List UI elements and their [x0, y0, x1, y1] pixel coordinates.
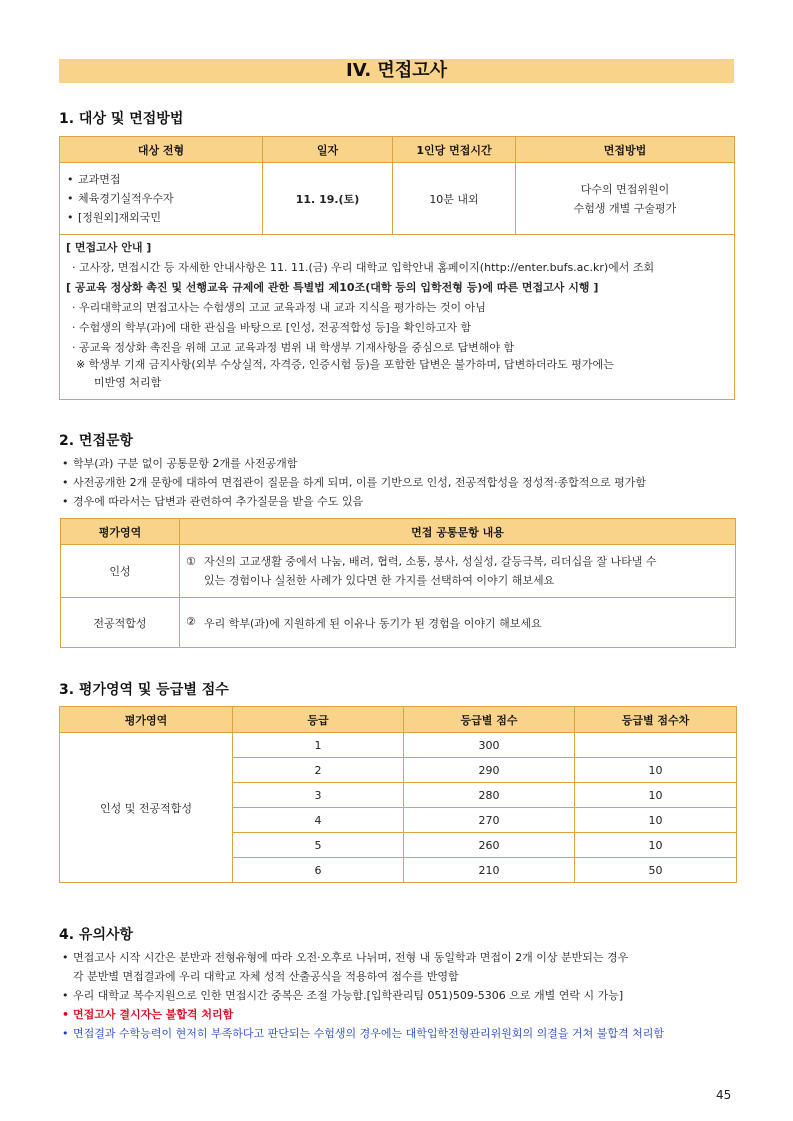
col-method: 면접방법: [516, 137, 735, 163]
question-line: 있는 경험이나 실천한 사례가 있다면 한 가지를 선택하여 이야기 해보세요: [204, 574, 555, 587]
list-item: • [정원외]재외국민: [66, 208, 256, 227]
note-line: · 수험생의 학부(과)에 대한 관심을 바탕으로 [인성, 전공적합성 등]을 확인하고자 함: [72, 321, 472, 334]
diff-cell: 10: [575, 808, 737, 833]
list-item: • 면접고사 결시자는 불합격 처리함: [61, 1005, 664, 1024]
section-3-heading: 3. 평가영역 및 등급별 점수: [59, 682, 229, 698]
diff-cell: 50: [575, 858, 737, 883]
grade-score-table: [59, 706, 737, 883]
cautions-list: [61, 948, 664, 1043]
col-area: 평가영역: [61, 519, 180, 545]
col-date: 일자: [263, 137, 393, 163]
questions-bullets: [61, 454, 646, 511]
col-grade: 등급: [233, 707, 404, 733]
area-cell: 전공적합성: [61, 598, 180, 648]
date-cell: 11. 19.(토): [263, 163, 393, 235]
score-cell: 300: [404, 733, 575, 758]
list-item: • 사전공개한 2개 문항에 대하여 면접관이 질문을 하게 되며, 이를 기반으로 인성, 전공적합성을 정성적·종합적으로 평가함: [61, 473, 646, 492]
note-line: · 고사장, 면접시간 등 자세한 안내사항은 11. 11.(금) 우리 대학교 입학안내 홈페이지(http://enter.bufs.ac.kr)에서 조회: [72, 261, 655, 274]
grade-cell: 1: [233, 733, 404, 758]
grade-cell: 3: [233, 783, 404, 808]
col-area: 평가영역: [60, 707, 233, 733]
page-title: IV. 면접고사: [59, 59, 734, 83]
section-4-heading: 4. 유의사항: [59, 927, 134, 943]
method-line: 수험생 개별 구술평가: [573, 201, 677, 215]
section-2-heading: 2. 면접문항: [59, 433, 134, 449]
diff-cell: 10: [575, 783, 737, 808]
question-line: 우리 학부(과)에 지원하게 된 이유나 동기가 된 경험을 이야기 해보세요: [204, 616, 542, 630]
list-item: [61, 948, 664, 986]
score-cell: 210: [404, 858, 575, 883]
col-question: 면접 공통문항 내용: [180, 519, 736, 545]
questions-table: [60, 518, 736, 648]
method-cell: [516, 163, 735, 235]
list-item: • 우리 대학교 복수지원으로 인한 면접시간 중복은 조절 가능함.[입학관리팀 051)509-5306 으로 개별 연락 시 가능]: [61, 986, 664, 1005]
diff-cell: 10: [575, 758, 737, 783]
page-number: 45: [716, 1088, 732, 1102]
area-cell: 인성: [61, 545, 180, 598]
target-cell: [60, 163, 263, 235]
note-line: · 우리대학교의 면접고사는 수험생의 고교 교육과정 내 교과 지식을 평가하는 것이 아님: [72, 301, 486, 314]
score-cell: 290: [404, 758, 575, 783]
list-item: • 면접결과 수학능력이 현저히 부족하다고 판단되는 수험생의 경우에는 대학입학전형관리위원회의 의결을 거쳐 불합격 처리함: [61, 1024, 664, 1043]
note-line: · 공교육 정상화 촉진을 위해 고교 교육과정 범위 내 학생부 기재사항을 중심으로 답변해야 함: [72, 341, 515, 354]
col-diff: 등급별 점수차: [575, 707, 737, 733]
note-line: ※ 학생부 기재 금지사항(외부 수상실적, 자격증, 인증시험 등)을 포함한 답변은 불가하며, 답변하더라도 평가에는: [76, 358, 614, 371]
grade-cell: 2: [233, 758, 404, 783]
list-item: • 교과면접: [66, 170, 256, 189]
time-cell: 10분 내외: [393, 163, 516, 235]
list-item: • 경우에 따라서는 답변과 관련하여 추가질문을 받을 수도 있음: [61, 492, 646, 511]
question-cell: [180, 545, 736, 598]
grade-cell: 5: [233, 833, 404, 858]
grade-cell: 4: [233, 808, 404, 833]
law-heading: [ 공교육 정상화 촉진 및 선행교육 규제에 관한 특별법 제10조(대학 등의 입학전형 등)에 따른 면접고사 시행 ]: [66, 281, 599, 294]
question-cell: [180, 598, 736, 648]
diff-cell: 10: [575, 833, 737, 858]
note-line: 미반영 처리함: [94, 376, 162, 389]
question-number: ②: [186, 614, 196, 628]
method-line: 다수의 면접위원이: [580, 182, 670, 196]
score-cell: 260: [404, 833, 575, 858]
caution-line: • 면접고사 시작 시간은 분반과 전형유형에 따라 오전·오후로 나뉘며, 전형 내 동일학과 면접이 2개 이상 분반되는 경우: [73, 951, 629, 964]
grade-cell: 6: [233, 858, 404, 883]
score-cell: 280: [404, 783, 575, 808]
diff-cell: [575, 733, 737, 758]
table-row: [60, 733, 737, 758]
table-row: [61, 545, 736, 598]
notes-heading: [ 면접고사 안내 ]: [66, 241, 152, 254]
question-number: ①: [186, 555, 196, 568]
col-time: 1인당 면접시간: [393, 137, 516, 163]
col-score: 등급별 점수: [404, 707, 575, 733]
caution-line: 각 분반별 면접결과에 우리 대학교 자체 성적 산출공식을 적용하여 점수를 반영함: [73, 970, 459, 983]
section-1-heading: 1. 대상 및 면접방법: [59, 111, 184, 127]
table-row: [61, 598, 736, 648]
list-item: • 체육경기실적우수자: [66, 189, 256, 208]
list-item: • 학부(과) 구분 없이 공통문항 2개를 사전공개함: [61, 454, 646, 473]
col-target: 대상 전형: [60, 137, 263, 163]
score-cell: 270: [404, 808, 575, 833]
area-cell: 인성 및 전공적합성: [60, 733, 233, 883]
interview-method-table: [59, 136, 735, 235]
question-line: 자신의 고교생활 중에서 나눔, 배려, 협력, 소통, 봉사, 성실성, 갈등극복, 리더십을 잘 나타낼 수: [204, 555, 657, 568]
